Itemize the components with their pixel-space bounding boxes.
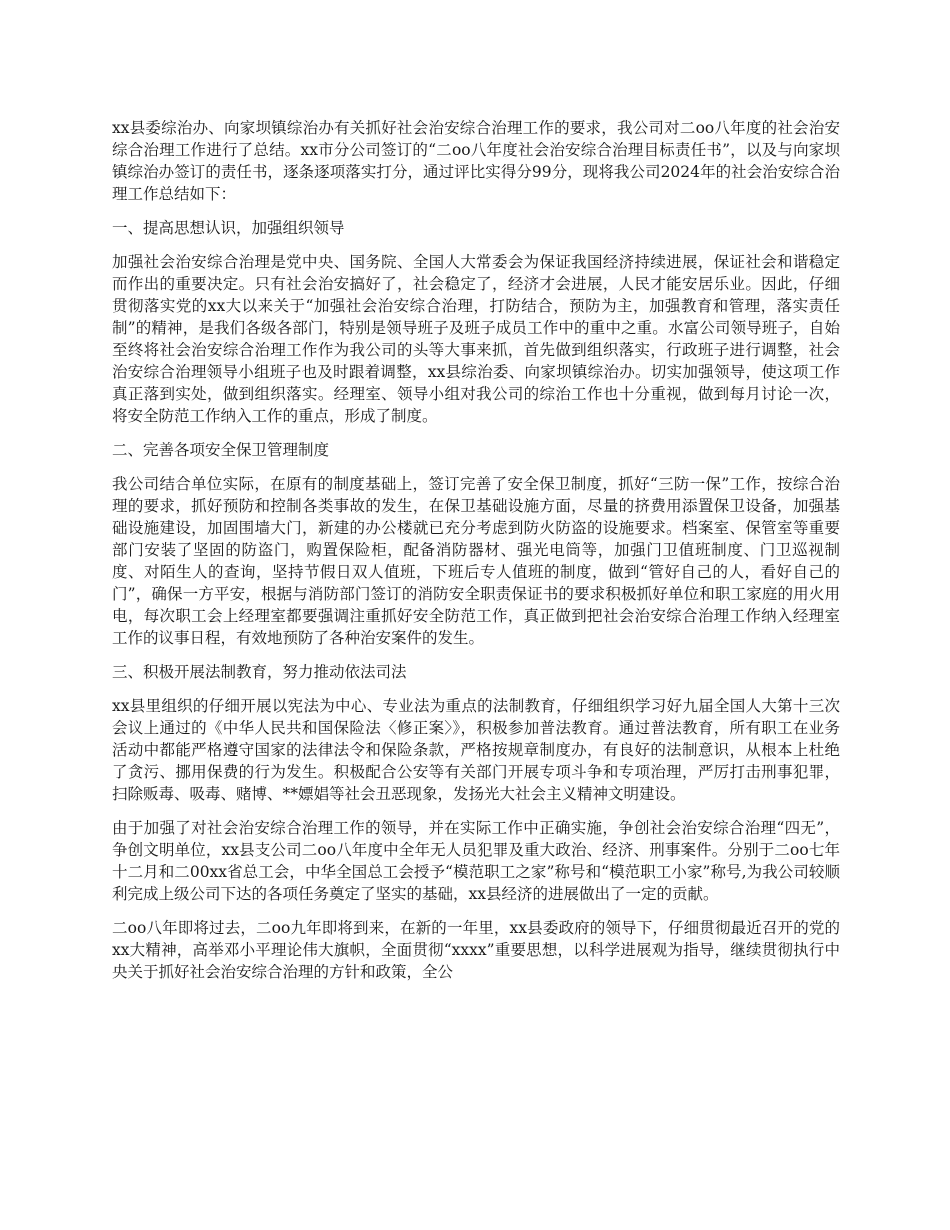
paragraph-results: 由于加强了对社会治安综合治理工作的领导，并在实际工作中正确实施，争创社会治安综合治理“四无”，争创文明单位，xx县支公司二oo八年度中全年无人员犯罪及重大政治、经济、刑事案件。分别于二oo七年十二月和二00xx省总工会，中华全国总工会授予“模范职工之家”称号和“模范职工小家”称号,为我公司较顺利完成上级公司下达的各项任务奠定了坚实的基础，xx县经济的进展做出了一定的贡献。	[112, 819, 840, 903]
section-heading-2: 二、完善各项安全保卫管理制度	[112, 441, 330, 459]
section-heading-1: 一、提高思想认识，加强组织领导	[112, 219, 345, 237]
paragraph-intro: xx县委综治办、向家坝镇综治办有关抓好社会治安综合治理工作的要求，我公司对二oo八年度的社会治安综合治理工作进行了总结。xx市分公司签订的“二oo八年度社会治安综合治理目标责任书”，以及与向家坝镇综治办签订的责任书，逐条逐项落实打分，通过评比实得分99分，现将我公司2024年的社会治安综合治理工作总结如下：	[112, 119, 840, 203]
paragraph-section-1: 加强社会治安综合治理是党中央、国务院、全国人大常委会为保证我国经济持续进展，保证社会和谐稳定而作出的重要决定。只有社会治安搞好了，社会稳定了，经济才会进展，人民才能安居乐业。因此，仔细贯彻落实党的xx大以来关于“加强社会治安综合治理，打防结合，预防为主，加强教育和管理，落实责任制”的精神，是我们各级各部门，特别是领导班子及班子成员工作中的重中之重。水富公司领导班子，自始至终将社会治安综合治理工作作为我公司的头等大事来抓，首先做到组织落实，行政班子进行调整，社会治安综合治理领导小组班子也及时跟着调整，xx县综治委、向家坝镇综治办。切实加强领导，使这项工作真正落到实处，做到组织落实。经理室、领导小组对我公司的综治工作也十分重视，做到每月讨论一次，将安全防范工作纳入工作的重点，形成了制度。	[112, 253, 840, 425]
section-heading-3: 三、积极开展法制教育，努力推动依法司法	[112, 663, 407, 681]
document-body	[112, 117, 840, 995]
paragraph-section-3: xx县里组织的仔细开展以宪法为中心、专业法为重点的法制教育，仔细组织学习好九届全国人大第十三次会议上通过的《中华人民共和国保险法〈修正案〉》，积极参加普法教育。通过普法教育，所有职工在业务活动中都能严格遵守国家的法律法令和保险条款，严格按规章制度办，有良好的法制意识，从根本上杜绝了贪污、挪用保费的行为发生。积极配合公安等有关部门开展专项斗争和专项治理，严厉打击刑事犯罪，扫除贩毒、吸毒、赌博、**嫖娼等社会丑恶现象，发扬光大社会主义精神文明建设。	[112, 697, 840, 803]
paragraph-section-2: 我公司结合单位实际，在原有的制度基础上，签订完善了安全保卫制度，抓好“三防一保”工作，按综合治理的要求，抓好预防和控制各类事故的发生，在保卫基础设施方面，尽量的挤费用添置保卫设备，加强基础设施建设，加固围墙大门，新建的办公楼就已充分考虑到防火防盗的设施要求。档案室、保管室等重要部门安装了坚固的防盗门，购置保险柜，配备消防器材、强光电筒等，加强门卫值班制度、门卫巡视制度、对陌生人的查询，坚持节假日双人值班，下班后专人值班的制度，做到“管好自己的人，看好自己的门”，确保一方平安，根据与消防部门签订的消防安全职责保证书的要求积极抓好单位和职工家庭的用火用电，每次职工会上经理室都要强调注重抓好安全防范工作，真正做到把社会治安综合治理工作纳入经理室工作的议事日程，有效地预防了各种治安案件的发生。	[112, 475, 840, 647]
paragraph-outlook: 二oo八年即将过去，二oo九年即将到来，在新的一年里，xx县委政府的领导下，仔细贯彻最近召开的党的xx大精神，高举邓小平理论伟大旗帜，全面贯彻“xxxx”重要思想，以科学进展观为指导，继续贯彻执行中央关于抓好社会治安综合治理的方针和政策，全公	[112, 919, 840, 981]
